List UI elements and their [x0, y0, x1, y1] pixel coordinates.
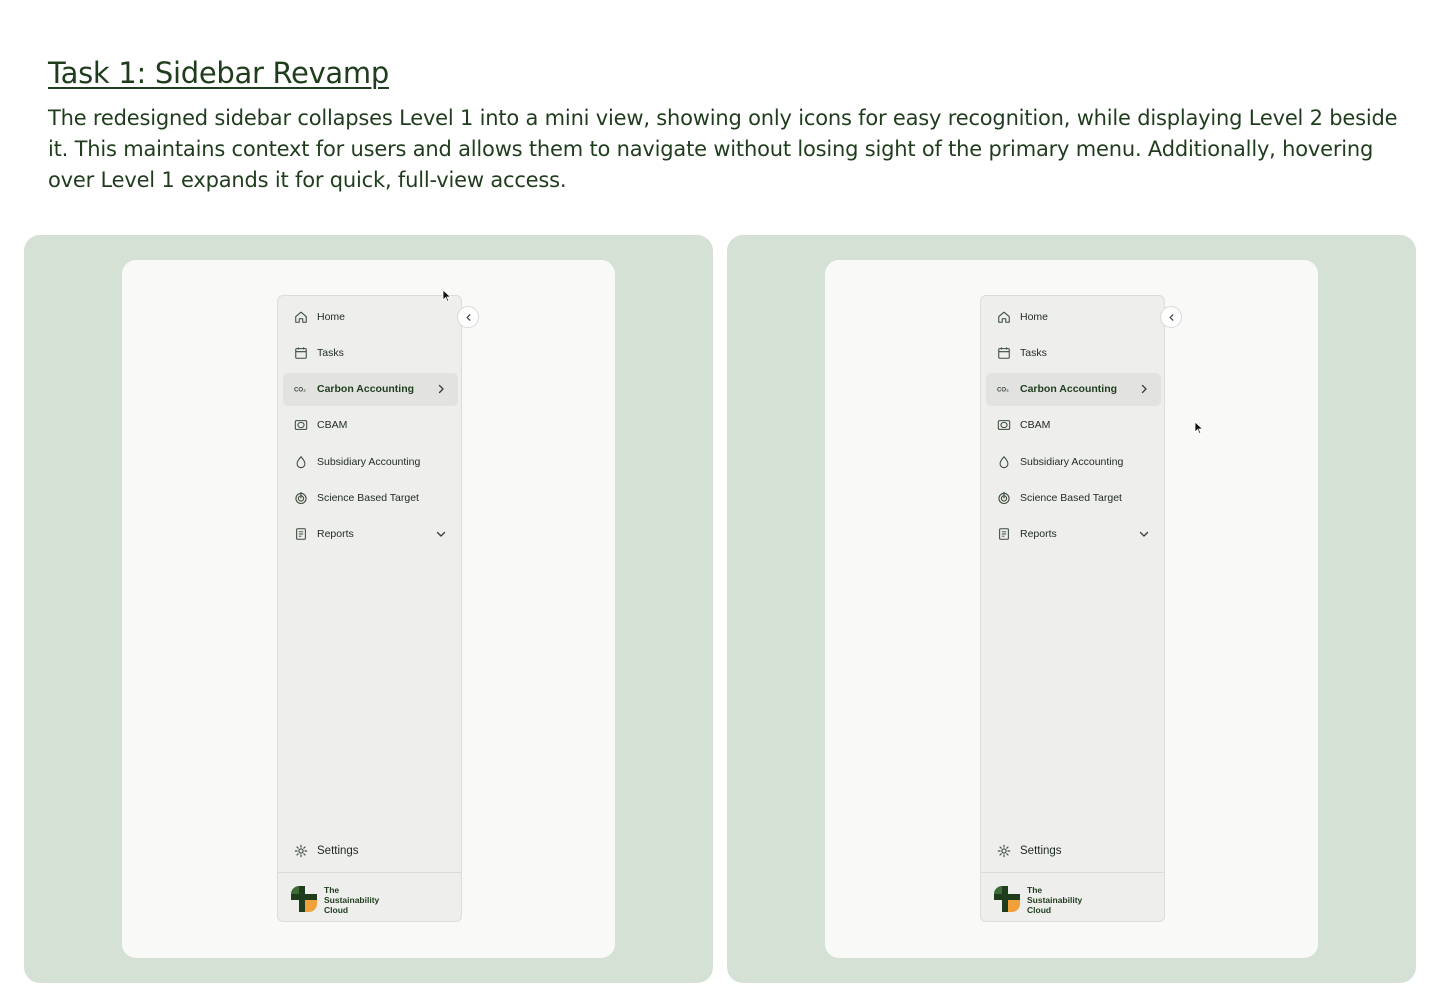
svg-text:CO₂: CO₂	[997, 386, 1009, 394]
sidebar-item-home[interactable]	[986, 300, 1161, 333]
sidebar-item-label: Home	[1020, 310, 1049, 323]
sidebar-item-label: Reports	[1020, 528, 1057, 541]
gear-icon	[997, 844, 1011, 858]
chevron-down-icon[interactable]	[436, 529, 446, 539]
logo-text: The Sustainability Cloud	[1027, 885, 1083, 915]
preview-panel-right	[727, 235, 1416, 983]
app-canvas	[825, 260, 1318, 958]
target-icon	[294, 491, 308, 505]
sidebar-item-settings[interactable]	[997, 844, 1062, 858]
report-icon	[997, 527, 1011, 541]
chevron-left-icon	[464, 313, 473, 322]
page-description: The redesigned sidebar collapses Level 1 into a mini view, showing only icons for easy recognition, while displaying Level 2 beside it. This maintains context for users and allows them to navigate without losing sight of the primary menu. Additionally, hovering over Level 1 expands it for quick, full-view access.	[48, 106, 1398, 192]
sidebar-item-label: Science Based Target	[317, 491, 419, 504]
footer-divider	[981, 872, 1164, 873]
cbam-icon	[294, 418, 308, 432]
sidebar-item-label: Carbon Accounting	[1020, 383, 1118, 396]
chevron-left-icon	[1167, 313, 1176, 322]
sidebar-item-carbon-accounting[interactable]	[283, 373, 458, 406]
report-icon	[294, 527, 308, 541]
sidebar-item-tasks[interactable]	[283, 336, 458, 369]
chevron-right-icon[interactable]	[436, 384, 446, 394]
sidebar-item-label: Science Based Target	[1020, 491, 1122, 504]
sidebar-item-label: Home	[317, 310, 346, 323]
sidebar-item-carbon-accounting[interactable]	[986, 373, 1161, 406]
preview-panel-left	[24, 235, 713, 983]
sidebar-item-label: CBAM	[1020, 419, 1051, 432]
calendar-icon	[294, 346, 308, 360]
sidebar-item-label: Subsidiary Accounting	[317, 455, 421, 468]
sustainability-cloud-logo-icon	[290, 885, 318, 913]
sidebar-item-label: Carbon Accounting	[317, 383, 415, 396]
mouse-cursor-icon	[1194, 421, 1204, 435]
co2-icon	[997, 382, 1011, 396]
calendar-icon	[997, 346, 1011, 360]
settings-label: Settings	[317, 845, 359, 857]
sidebar-item-science-based-target[interactable]	[283, 481, 458, 514]
chevron-down-icon[interactable]	[1139, 529, 1149, 539]
drop-icon	[294, 455, 308, 469]
sidebar-item-subsidiary-accounting[interactable]	[283, 445, 458, 478]
settings-label: Settings	[1020, 845, 1062, 857]
sidebar-item-science-based-target[interactable]	[986, 481, 1161, 514]
sidebar-item-settings[interactable]	[294, 844, 359, 858]
sidebar-item-label: Tasks	[317, 346, 344, 359]
sidebar-item-label: CBAM	[317, 419, 348, 432]
sustainability-cloud-logo-icon	[993, 885, 1021, 913]
sidebar-item-reports[interactable]	[283, 518, 458, 551]
brand-logo[interactable]	[993, 885, 1097, 915]
gear-icon	[294, 844, 308, 858]
svg-text:CO₂: CO₂	[294, 386, 306, 394]
sidebar-item-label: Subsidiary Accounting	[1020, 455, 1124, 468]
sidebar	[980, 295, 1165, 922]
sidebar-nav	[986, 300, 1161, 554]
co2-icon	[294, 382, 308, 396]
footer-divider	[278, 872, 461, 873]
collapse-sidebar-button[interactable]	[457, 306, 479, 328]
sidebar-item-reports[interactable]	[986, 518, 1161, 551]
sidebar-item-tasks[interactable]	[986, 336, 1161, 369]
home-icon	[294, 310, 308, 324]
sidebar-item-label: Reports	[317, 528, 354, 541]
home-icon	[997, 310, 1011, 324]
sidebar	[277, 295, 462, 922]
sidebar-item-subsidiary-accounting[interactable]	[986, 445, 1161, 478]
drop-icon	[997, 455, 1011, 469]
sidebar-item-label: Tasks	[1020, 346, 1047, 359]
collapse-sidebar-button[interactable]	[1160, 306, 1182, 328]
brand-logo[interactable]	[290, 885, 394, 915]
logo-text: The Sustainability Cloud	[324, 885, 380, 915]
target-icon	[997, 491, 1011, 505]
mouse-cursor-icon	[442, 289, 452, 303]
cbam-icon	[997, 418, 1011, 432]
sidebar-nav	[283, 300, 458, 554]
page-title: Task 1: Sidebar Revamp	[48, 56, 389, 90]
sidebar-item-cbam[interactable]	[986, 409, 1161, 442]
chevron-right-icon[interactable]	[1139, 384, 1149, 394]
sidebar-item-home[interactable]	[283, 300, 458, 333]
sidebar-item-cbam[interactable]	[283, 409, 458, 442]
app-canvas	[122, 260, 615, 958]
